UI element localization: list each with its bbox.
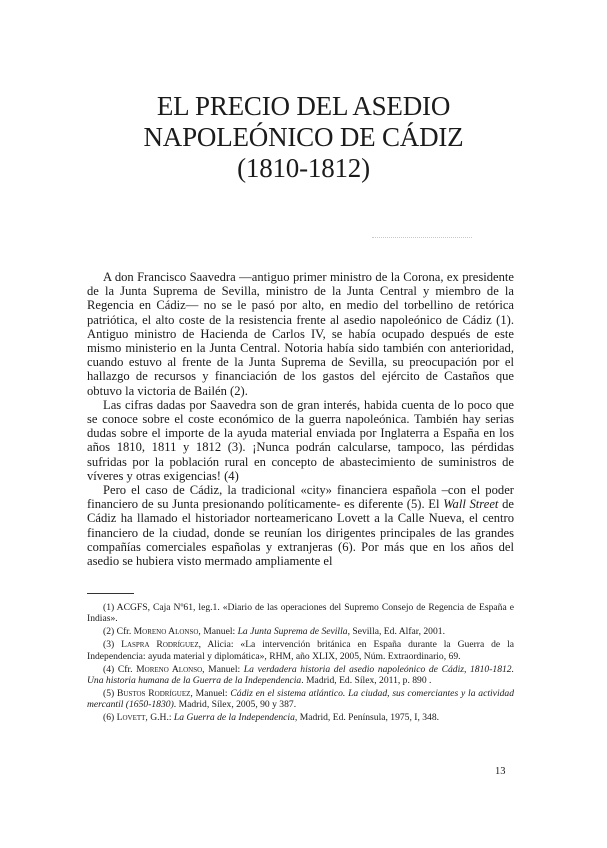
footnote-4-num: (4) Cfr.: [103, 663, 137, 675]
footnote-3-rest: , Alicia: «La intervención británica en España durante la Guerra de la Independencia: ayuda material y diplomática», RHM, año XLIX, 2005, Núm. Extraordinario, 69.: [87, 639, 515, 662]
footnote-6-work: La Guerra de la Independencia: [173, 712, 295, 724]
footnote-2-author: Moreno Alonso: [133, 626, 199, 638]
footnote-2: [87, 626, 514, 637]
paragraph-1: A don Francisco Saavedra —antiguo primer ministro de la Corona, ex presidente de la Junta Suprema de Sevilla, ministro de la Junta Central y miembro de la Regencia en Cádiz— no se le pasó por alto, en medio del torbellino de retórica patriótica, el alto coste de la resistencia frente al asedio napoleónico de Cádiz (1). Antiguo ministro de Hacienda de Carlos IV, se había ocupado después de este mismo ministerio en la Junta Central. Notoria había sido también con anterioridad, cuando estuvo al frente de la Junta Suprema de Sevilla, su preocupación por el hallazgo de recursos y financiación de los gastos del ejército de Castaños que obtuvo la victoria de Bailén (2).: [87, 270, 514, 398]
title-dates: (1810-1812): [237, 153, 370, 183]
footnote-5-mid: , Manuel:: [190, 687, 231, 699]
footnote-4-author: Moreno Alonso: [136, 663, 203, 675]
footnote-separator: [87, 593, 134, 594]
paragraph-3-part-1: Pero el caso de Cádiz, la tradicional «city» financiera española –con el poder financiero de su Junta presionando políticamente- es diferente (5). El: [87, 483, 514, 512]
footnote-6-rest: , Madrid, Ed. Península, 1975, I, 348.: [294, 712, 440, 724]
footnote-4-rest: . Madrid, Ed. Sílex, 2011, p. 890 .: [301, 674, 432, 686]
footnote-2-work: La Junta Suprema de Sevilla: [237, 626, 348, 638]
footnote-5-num: (5): [103, 687, 117, 699]
footnote-2-num: (2) Cfr.: [103, 626, 134, 638]
footnote-6-mid: , G.H.:: [145, 712, 174, 724]
footnote-5-work: Cádiz en el sistema atlántico. La ciudad, sus comerciantes y la actividad mercantil (1650-1830): [87, 687, 515, 711]
paragraph-2: Las cifras dadas por Saavedra son de gran interés, habida cuenta de lo poco que se conoce sobre el coste económico de la guerra napoleónica. También hay serias dudas sobre el importe de la ayuda material enviada por Inglaterra a España en los años 1810, 1811 y 1812 (3). ¡Nunca podrán calcularse, tampoco, las pérdidas sufridas por la población rural en concepto de abastecimiento de suministros de víveres y otras exigencias! (4): [87, 397, 514, 483]
footnote-5-rest: . Madrid, Sílex, 2005, 90 y 387.: [173, 699, 297, 711]
title-line-2: NAPOLEÓNICO DE CÁDIZ: [143, 122, 464, 152]
decorative-rule: [372, 237, 472, 239]
footnote-2-mid: , Manuel:: [198, 626, 238, 638]
footnotes: [87, 602, 514, 725]
footnote-5: [87, 688, 514, 711]
paragraph-3-part-2: de Cádiz ha llamado el historiador norteamericano Lovett a la Calle Nueva, el centro financiero de la ciudad, donde se reunían los dirigentes principales de las grandes compañías comerciales españolas y extranjeras (6). Por más que en los años del asedio se hubiera visto mermado ampliamente el: [87, 497, 514, 569]
footnote-6: [87, 712, 514, 723]
title-line-1: EL PRECIO DEL ASEDIO: [156, 91, 451, 121]
footnote-3-author: Laspra Rodríguez: [121, 639, 199, 651]
paragraph-3-italic: Wall Street: [443, 497, 499, 512]
footnote-4-work: La verdadera historia del asedio napoleónico de Cádiz, 1810-1812. Una historia humana de la Guerra de la Independencia: [87, 663, 514, 686]
footnote-3-num: (3): [103, 639, 122, 651]
footnote-4: [87, 664, 514, 687]
paragraph-3: [87, 483, 514, 568]
footnote-5-author: Bustos Rodríguez: [117, 687, 191, 699]
footnote-6-num: (6): [103, 712, 117, 724]
footnote-2-rest: , Sevilla, Ed. Alfar, 2001.: [347, 626, 445, 638]
page-number: 13: [495, 766, 506, 777]
footnote-1: (1) ACGFS, Caja Nº61, leg.1. «Diario de las operaciones del Supremo Consejo de Regencia de España e Indias».: [87, 602, 514, 625]
chapter-title: [0, 91, 607, 184]
footnote-6-author: Lovett: [116, 712, 146, 724]
body-text: [87, 270, 514, 568]
footnote-3: [87, 639, 514, 662]
footnote-4-mid: , Manuel:: [202, 663, 244, 675]
